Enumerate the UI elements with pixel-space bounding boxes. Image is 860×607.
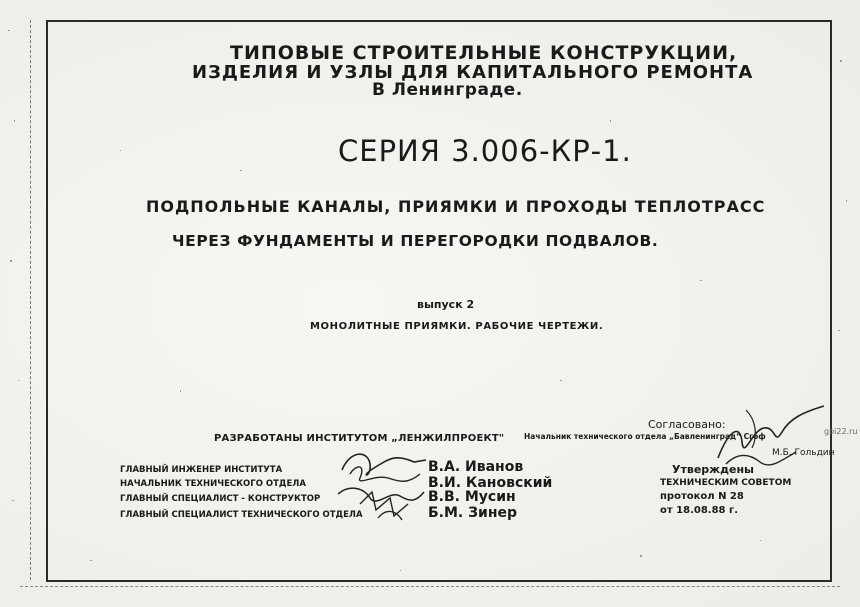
staff-name: В.А. Иванов (428, 459, 524, 475)
left-margin-line (30, 20, 31, 580)
header-line-1: ТИПОВЫЕ СТРОИТЕЛЬНЫЕ КОНСТРУКЦИИ, (230, 42, 738, 64)
approval-date: от 18.08.88 г. (660, 505, 738, 516)
agreed-org-line: Начальник технического отдела „Бавленинград“ Сгоф (524, 432, 766, 441)
staff-position: ГЛАВНЫЙ ИНЖЕНЕР ИНСТИТУТА (120, 465, 283, 475)
staff-position: ГЛАВНЫЙ СПЕЦИАЛИСТ ТЕХНИЧЕСКОГО ОТДЕЛА (120, 510, 363, 520)
header-line-2: ИЗДЕЛИЯ И УЗЛЫ ДЛЯ КАПИТАЛЬНОГО РЕМОНТА (192, 62, 754, 83)
title-line-2: ЧЕРЕЗ ФУНДАМЕНТЫ И ПЕРЕГОРОДКИ ПОДВАЛОВ. (172, 232, 659, 250)
staff-name: В.И. Кановский (428, 475, 553, 491)
watermark-text: gbi22.ru (824, 427, 858, 436)
bottom-margin-line (20, 586, 840, 587)
staff-name: Б.М. Зинер (428, 505, 518, 521)
staff-signatures (330, 444, 430, 528)
approver-signature (712, 402, 828, 474)
header-line-3: В Ленинграде. (372, 80, 523, 100)
approval-body: ТЕХНИЧЕСКИМ СОВЕТОМ (660, 478, 792, 488)
agreed-label: Согласовано: (648, 418, 726, 431)
issue-label: выпуск 2 (417, 298, 475, 311)
developed-by: РАЗРАБОТАНЫ ИНСТИТУТОМ „ЛЕНЖИЛПРОЕКТ" (214, 433, 505, 444)
title-line-1: ПОДПОЛЬНЫЕ КАНАЛЫ, ПРИЯМКИ И ПРОХОДЫ ТЕПЛОТРАСС (146, 197, 766, 216)
staff-position: НАЧАЛЬНИК ТЕХНИЧЕСКОГО ОТДЕЛА (120, 479, 306, 489)
subtitle: МОНОЛИТНЫЕ ПРИЯМКИ. РАБОЧИЕ ЧЕРТЕЖИ. (310, 321, 604, 332)
staff-name: В.В. Мусин (428, 489, 516, 505)
approval-label: Утверждены (672, 463, 754, 476)
approval-protocol: протокол N 28 (660, 491, 744, 502)
staff-position: ГЛАВНЫЙ СПЕЦИАЛИСТ - КОНСТРУКТОР (120, 494, 321, 504)
series-number: СЕРИЯ 3.006-КР-1. (338, 134, 632, 168)
approver-name: М.Б. Гольдин (772, 448, 835, 458)
